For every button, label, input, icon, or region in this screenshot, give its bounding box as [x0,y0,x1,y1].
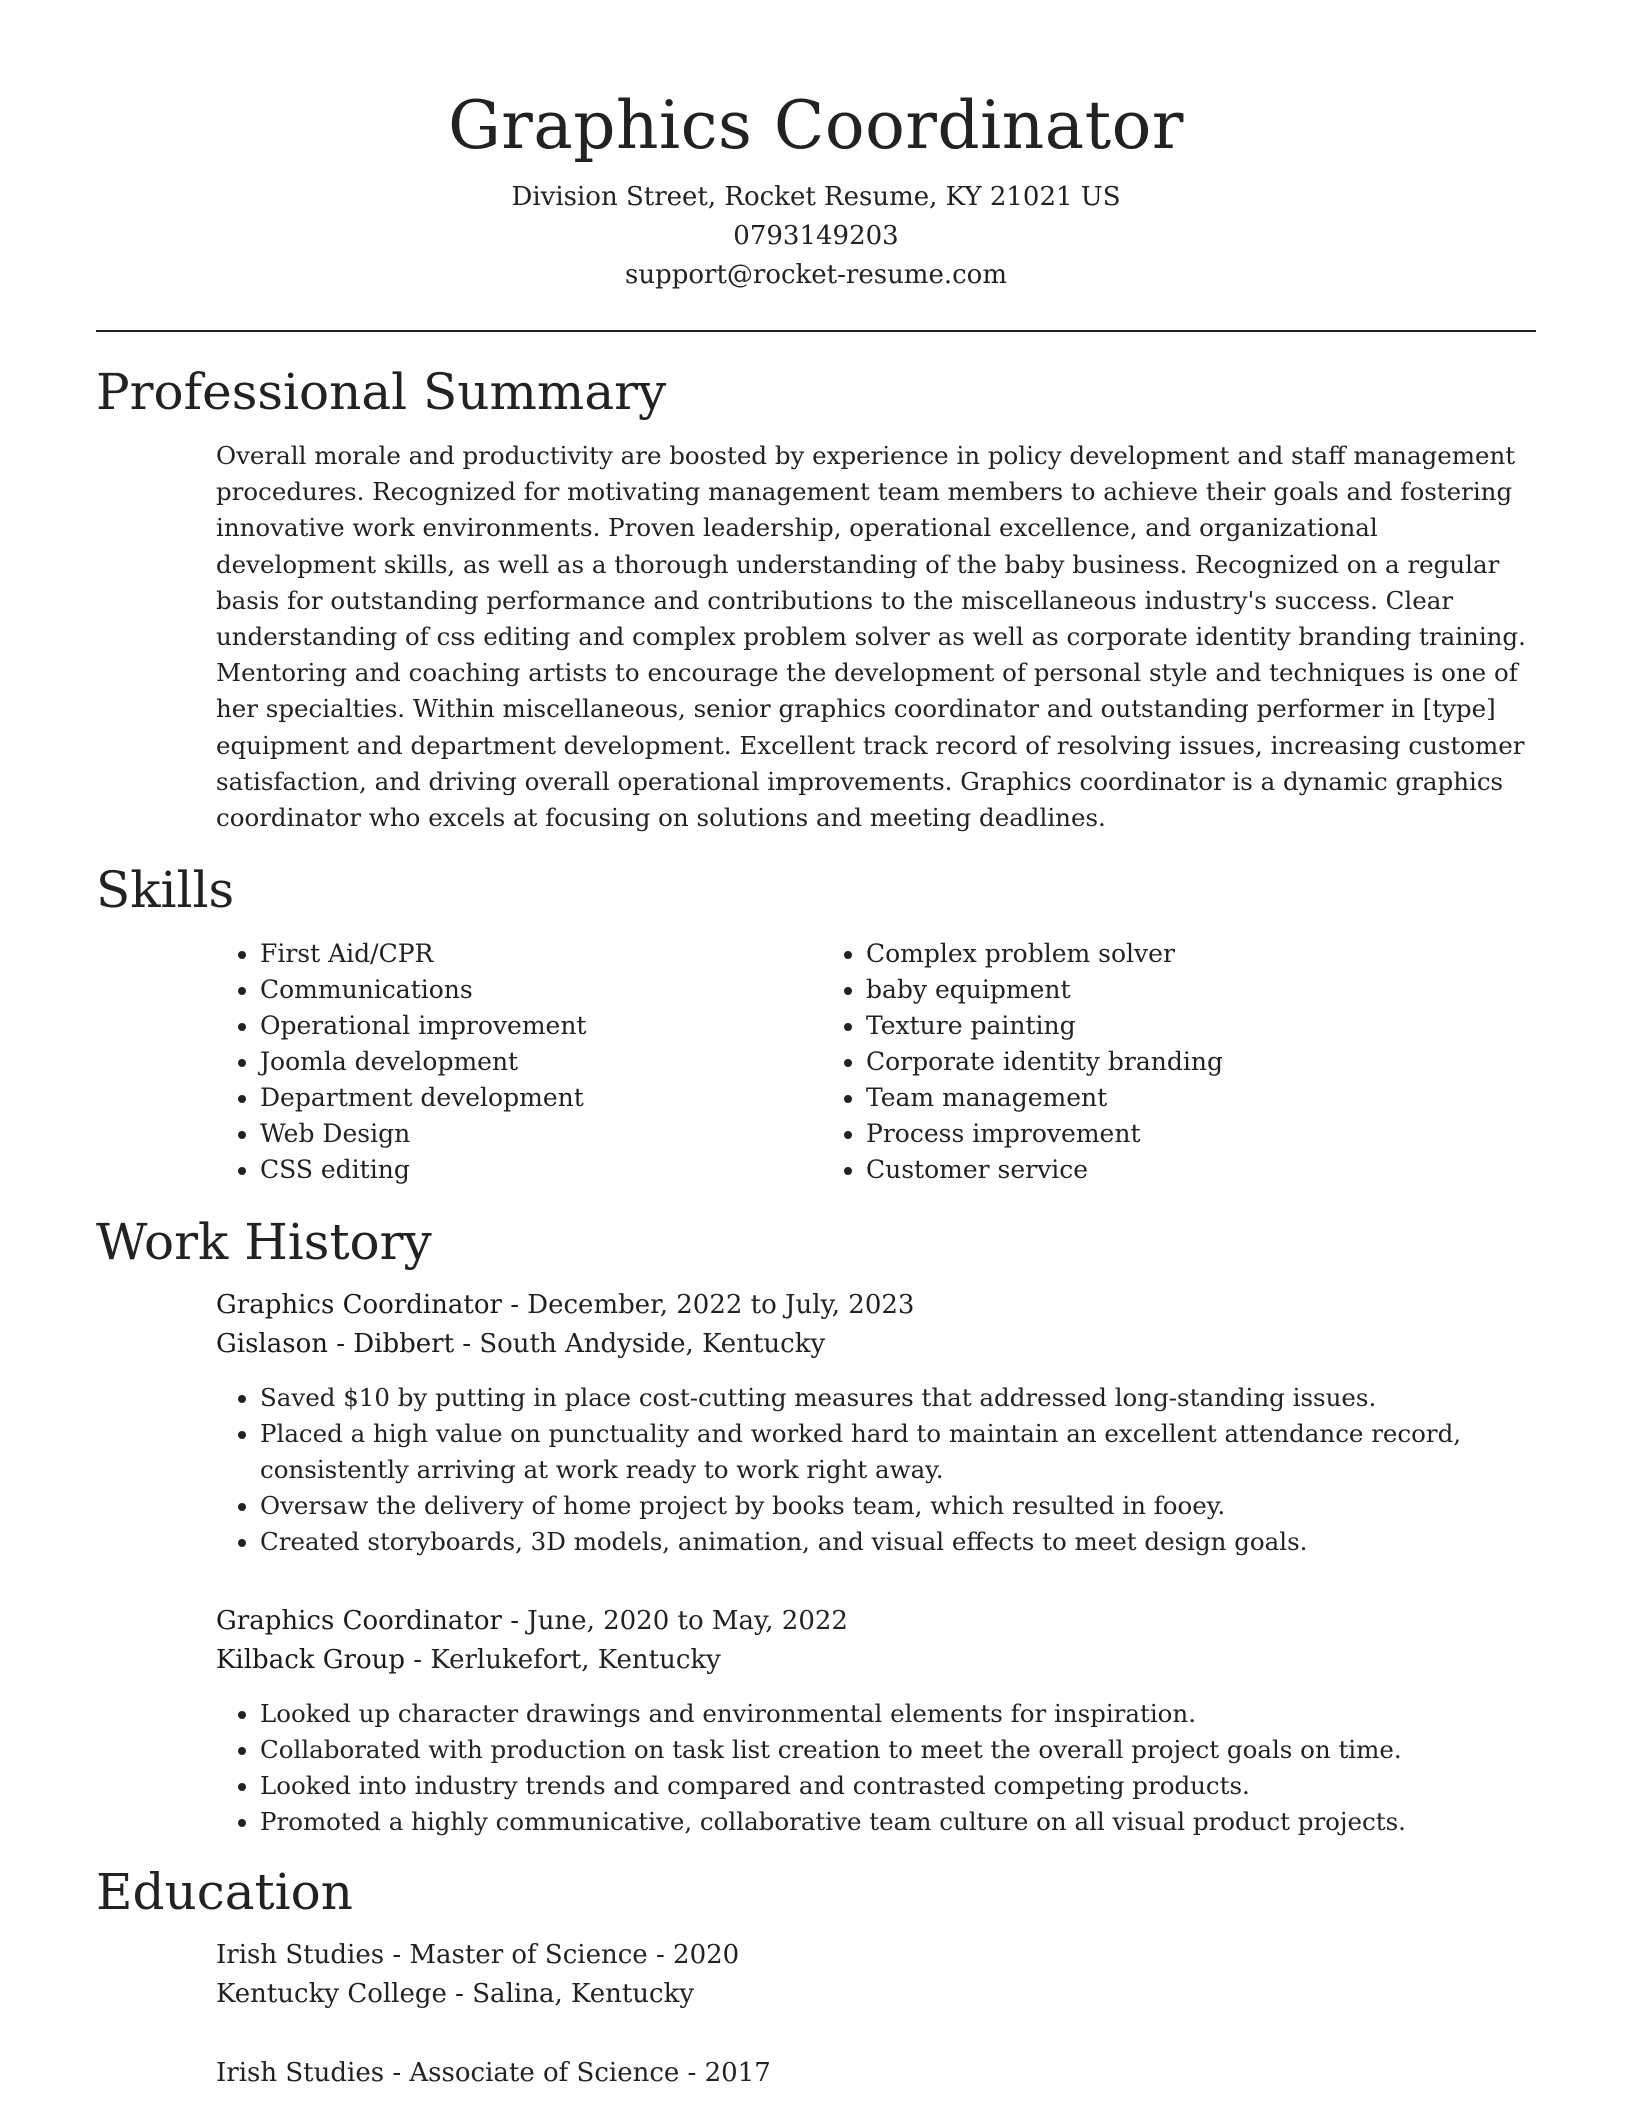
job-bullets [216,1696,1536,1840]
skill-item: • Operational improvement [260,1008,822,1044]
separator: - [384,1940,410,1971]
skill-item: • First Aid/CPR [260,936,822,972]
job-dates: December, 2022 to July, 2023 [527,1290,915,1321]
job-entry [216,1286,1536,1560]
skill-item: • Customer service [866,1152,1428,1188]
job-title-line [216,1286,1536,1325]
education-entry [216,1936,1536,2014]
phone: 0793149203 [733,221,899,251]
skill-item: • baby equipment [866,972,1428,1008]
skills-title: Skills [96,861,235,920]
skill-item: • Complex problem solver [866,936,1428,972]
education-entry [216,2054,1536,2093]
edu-degree: Master of Science [409,1940,648,1971]
separator: - [501,1290,528,1321]
email: support@rocket-resume.com [624,260,1007,290]
edu-location: Salina, Kentucky [472,1979,695,2010]
skill-item: • Team management [866,1080,1428,1116]
edu-school: Kentucky College [216,1979,447,2010]
edu-field: Irish Studies [216,2058,385,2089]
job-bullet: • Looked into industry trends and compared and contrasted competing products. [260,1768,1536,1804]
address: Division Street, Rocket Resume, KY 21021 US [511,182,1121,212]
edu-degree: Associate of Science [409,2058,680,2089]
job-bullet: • Collaborated with production on task list creation to meet the overall project goals on time. [260,1732,1536,1768]
education-section [96,1840,1536,2093]
skill-item: • Corporate identity branding [866,1044,1428,1080]
edu-year: 2017 [704,2058,771,2089]
education-school-line [216,1975,1536,2014]
summary-text: Overall morale and productivity are boosted by experience in policy development and staff management procedures. Recognized for motivating management team members to achieve their goals and fostering innovative work environments. Proven leadership, operational excellence, and organizational development skills, as well as a thorough understanding of the baby business. Recognized on a regular basis for outstanding performance and contributions to the miscellaneous industry's success. Clear understanding of css editing and complex problem solver as well as corporate identity branding training. Mentoring and coaching artists to encourage the development of personal style and techniques is one of her specialties. Within miscellaneous, senior graphics coordinator and outstanding performer in [type] equipment and department development. Excellent track record of resolving issues, increasing customer satisfaction, and driving overall operational improvements. Graphics coordinator is a dynamic graphics coordinator who excels at focusing on solutions and meeting deadlines. [216,441,1526,833]
separator: - [384,2058,410,2089]
separator: - [454,1329,480,1360]
edu-field: Irish Studies [216,1940,385,1971]
skills-left-column [216,936,822,1188]
separator: - [647,1940,674,1971]
job-bullet: • Created storyboards, 3D models, animation, and visual effects to meet design goals. [260,1524,1536,1560]
edu-year: 2020 [673,1940,740,1971]
job-location: Kerlukefort, Kentucky [430,1645,721,1676]
separator: - [501,1606,528,1637]
skill-item: • Web Design [260,1116,822,1152]
separator: - [446,1979,473,2010]
job-role: Graphics Coordinator [216,1606,502,1637]
job-title-line [216,1602,1536,1641]
job-company: Kilback Group [216,1645,406,1676]
job-bullet: • Saved $10 by putting in place cost-cutting measures that addressed long-standing issues. [260,1380,1536,1416]
skill-item: • Texture painting [866,1008,1428,1044]
job-bullet: • Oversaw the delivery of home project by books team, which resulted in fooey. [260,1488,1536,1524]
separator: - [679,2058,705,2089]
skills-section [96,836,1536,1188]
candidate-name: Graphics Coordinator [448,87,1184,164]
skill-item: • Process improvement [866,1116,1428,1152]
skill-item: • Department development [260,1080,822,1116]
education-title: Education [96,1863,353,1922]
job-entry [216,1602,1536,1840]
summary-section [96,332,1536,836]
job-company: Gislason - Dibbert [216,1329,455,1360]
separator: - [405,1645,431,1676]
summary-title: Professional Summary [96,363,667,421]
skills-right-column [822,936,1428,1188]
skill-item: • CSS editing [260,1152,822,1188]
skill-item: • Joomla development [260,1044,822,1080]
job-role: Graphics Coordinator [216,1290,502,1321]
contact-info [96,178,1536,295]
job-company-line [216,1641,1536,1680]
job-location: South Andyside, Kentucky [479,1329,826,1360]
skill-item: • Communications [260,972,822,1008]
resume-header [96,0,1536,295]
job-bullet: • Placed a high value on punctuality and worked hard to maintain an excellent attendance record, consistently arriving at work ready to work right away. [260,1416,1536,1488]
skills-grid [216,936,1536,1188]
job-company-line [216,1325,1536,1364]
job-bullets [216,1380,1536,1560]
education-degree-line [216,1936,1536,1975]
work-history-title: Work History [96,1213,432,1272]
work-history-section [96,1188,1536,1840]
job-bullet: • Promoted a highly communicative, collaborative team culture on all visual product projects. [260,1804,1536,1840]
job-dates: June, 2020 to May, 2022 [527,1606,848,1637]
job-bullet: • Looked up character drawings and environmental elements for inspiration. [260,1696,1536,1732]
education-degree-line [216,2054,1536,2093]
